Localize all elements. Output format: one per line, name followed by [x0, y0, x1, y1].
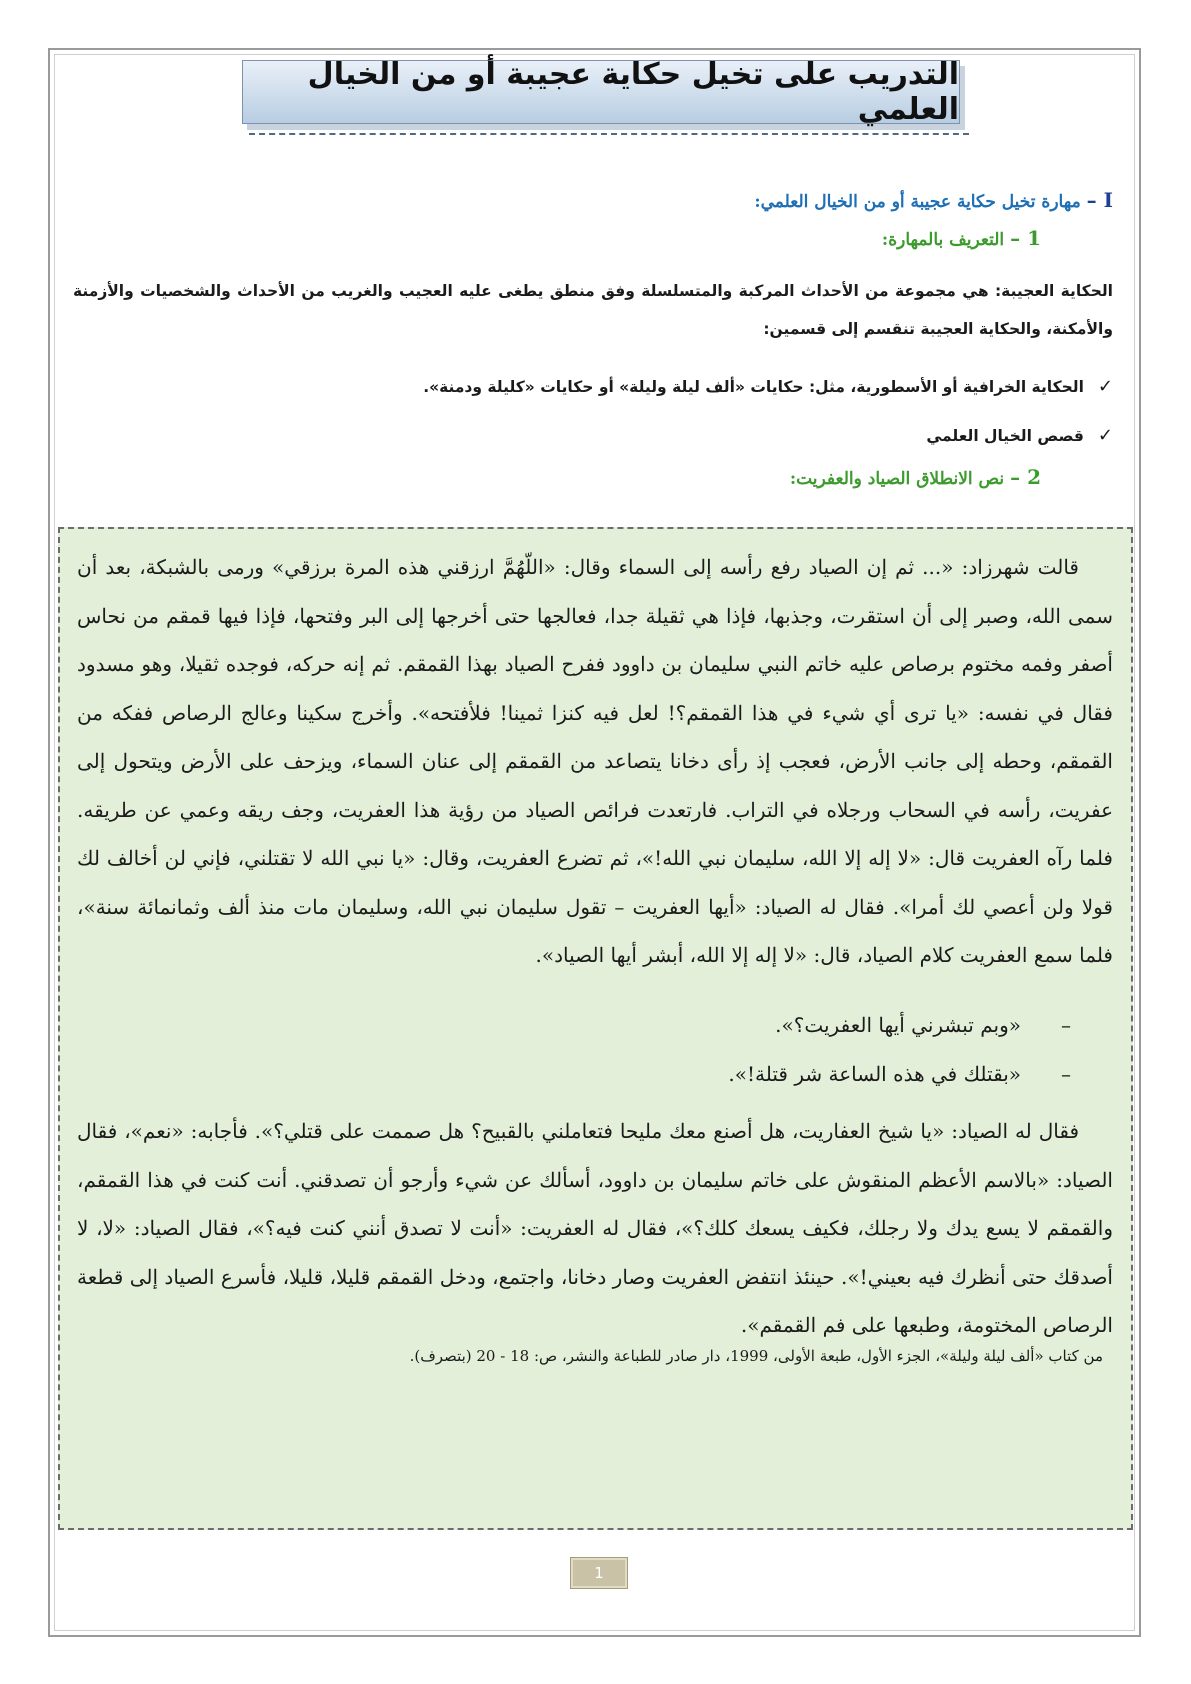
dialogue-line	[728, 1062, 1071, 1086]
story-box	[58, 527, 1133, 1530]
dash-marker: –	[1061, 1013, 1071, 1037]
section-roman-numeral: I –	[1086, 188, 1113, 212]
story-paragraph	[77, 1107, 1113, 1350]
definition-paragraph: الحكاية العجيبة: هي مجموعة من الأحداث المركبة والمتسلسلة وفق منطق يطغى عليه العجيب والغريب من الأحداث والشخصيات والأزمنة والأمكنة، والحكاية العجيبة تنقسم إلى قسمين:	[73, 282, 1113, 338]
type-item	[423, 376, 1113, 397]
section-heading	[754, 188, 1113, 212]
dialogue-line	[775, 1013, 1071, 1037]
section-heading-label: مهارة تخيل حكاية عجيبة أو من الخيال العلمي:	[754, 192, 1081, 212]
dialogue-text: «وبم تبشرني أيها العفريت؟».	[775, 1013, 1021, 1037]
subheading-label: نص الانطلاق الصياد والعفريت:	[789, 469, 1005, 489]
dialogue-text: «بقتلك في هذه الساعة شر قتلة!».	[728, 1062, 1021, 1086]
subheading-number: 2 –	[1010, 465, 1041, 489]
subheading-label: التعريف بالمهارة:	[881, 230, 1005, 250]
dash-marker: –	[1061, 1062, 1071, 1086]
type-item	[926, 425, 1113, 446]
story-paragraph-text: قالت شهرزاد: «... ثم إن الصياد رفع رأسه إلى السماء وقال: «اللّهُمَّ ارزقني هذه المرة برزقي» ورمى بالشبكة، بعد أن سمى الله، وصبر إلى أن استقرت، وجذبها، فإذا هي ثقيلة جدا، فعالجها حتى أخرجها إلى البر وفتحها، فإذا فيها قمقم من نحاس أصفر وفمه مختوم برصاص عليه خاتم النبي سليمان بن داوود ففرح الصياد بهذا القمقم. ثم إنه حركه، فوجده ثقيلا، وهو مسدود فقال في نفسه: «يا ترى أي شيء في هذا القمقم؟! لعل فيه كنزا ثمينا! فلأفتحه». وأخرج سكينا وعالج الرصاص ففكه من القمقم، وحطه إلى جانب الأرض، فعجب إذ رأى دخانا يتصاعد من القمقم إلى عنان السماء، ويزحف على الأرض ويتحول إلى عفريت، رأسه في السحاب ورجلاه في التراب. فارتعدت فرائص الصياد من رؤية هذا العفريت، وجف ريقه وعمي عن طريقه. فلما رآه العفريت قال: «لا إله إلا الله، سليمان نبي الله!»، ثم تضرع العفريت، وقال: «يا نبي الله لا تقتلني، فإني لن أخالف لك قولا ولن أعصي لك أمرا». فقال له الصياد: «أيها العفريت – تقول سليمان نبي الله، وسليمان مات منذ ألف وثمانمائة سنة»، فلما سمع العفريت كلام الصياد، قال: «لا إله إلا الله، أبشر أيها الصياد».	[77, 555, 1113, 967]
subheading-source-text	[790, 465, 1041, 489]
check-icon: ✓	[1097, 425, 1113, 446]
story-paragraph	[77, 543, 1113, 980]
story-paragraph-text: فقال له الصياد: «يا شيخ العفاريت، هل أصنع معك مليحا فتعاملني بالقبيح؟ هل صممت على قتلي؟». فأجابه: «نعم»، فقال الصياد: «بالاسم الأعظم المنقوش على خاتم سليمان بن داوود، أسألك عن شيء وأرجو أن تصدقني. أنت كنت في هذا القمقم، والقمقم لا يسع يدك ولا رجلك، فكيف يسعك كلك؟»، فقال له العفريت: «أنت لا تصدق أنني كنت فيه؟»، فقال الصياد: «لا، لا أصدقك حتى أنظرك فيه بعيني!». حينئذ انتفض العفريت وصار دخانا، واجتمع، ودخل القمقم قليلا، قليلا، فأسرع الصياد إلى قطعة الرصاص المختومة، وطبعها على فم القمقم».	[77, 1119, 1113, 1337]
source-citation: من كتاب «ألف ليلة وليلة»، الجزء الأول، طبعة الأولى، 1999، دار صادر للطباعة والنشر، ص: 18 - 20 (بتصرف).	[409, 1347, 1103, 1365]
subheading-number: 1 –	[1010, 226, 1041, 250]
type-item-label: الحكاية الخرافية أو الأسطورية، مثل: حكايات «ألف ليلة وليلة» أو حكايات «كليلة ودمنة».	[423, 378, 1084, 396]
type-item-label: قصص الخيال العلمي	[926, 427, 1084, 445]
page-number: 1	[571, 1558, 627, 1588]
check-icon: ✓	[1097, 376, 1113, 397]
title-banner	[242, 57, 960, 127]
page-title: التدريب على تخيل حكاية عجيبة أو من الخيال العلمي	[307, 57, 959, 127]
subheading-definition	[882, 226, 1041, 250]
